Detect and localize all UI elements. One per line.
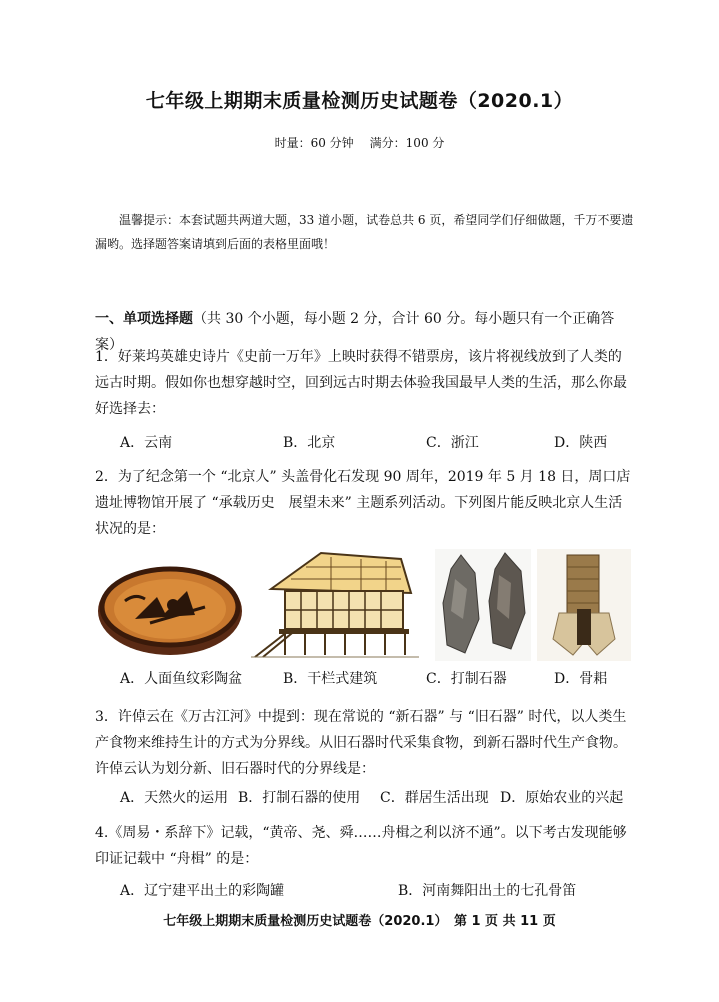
- question-2-images: [95, 549, 631, 661]
- section-label: 一、单项选择题: [95, 311, 193, 327]
- pottery-basin-image: [95, 549, 245, 661]
- question-3-stem: 3．许倬云在《万古江河》中提到：现在常说的 “新石器” 与 “旧石器” 时代，以人类生产食物来维持生计的方式为分界线。从旧石器时代采集食物，到新石器时代生产食物。许倬云认为划分新、旧石器时代的分界线是：: [95, 709, 627, 777]
- exam-time: 时量：60 分钟: [274, 136, 354, 150]
- question-1-options: [120, 432, 640, 452]
- q2-option-a: A．人面鱼纹彩陶盆: [120, 671, 243, 687]
- q3-option-b: B．打制石器的使用: [238, 790, 361, 806]
- q4-option-a: A．辽宁建平出土的彩陶罐: [120, 883, 285, 899]
- question-4-stem: 4.《周易・系辞下》记载，“黄帝、尧、舜……舟楫之利以济不通”。以下考古发现能够印证记载中 “舟楫” 的是：: [95, 825, 627, 867]
- reminder-text: 温馨提示：本套试题共两道大题，33 道小题，试卷总共 6 页，希望同学们仔细做题，千万不要遗漏哟。选择题答案请填到后面的表格里面哦！: [95, 213, 634, 251]
- q4-option-b: B．河南舞阳出土的七孔骨笛: [398, 883, 577, 899]
- q1-option-a: A．云南: [120, 435, 173, 451]
- page-footer: 七年级上期期末质量检测历史试题卷（2020.1） 第 1 页 共 11 页: [163, 914, 556, 929]
- q3-option-a: A．天然火的运用: [120, 790, 229, 806]
- exam-score: 满分：100 分: [369, 136, 445, 150]
- stilt-house-image: [251, 549, 419, 661]
- bone-spade-image: [537, 549, 631, 661]
- question-2-stem: 2．为了纪念第一个 “北京人” 头盖骨化石发现 90 周年，2019 年 5 月 18 日，周口店遗址博物馆开展了 “承载历史 展望未来” 主题系列活动。下列图片能反映北京人生活状况的是：: [95, 469, 631, 537]
- exam-meta: [0, 134, 719, 151]
- q1-option-d: D．陕西: [554, 435, 608, 451]
- q3-option-c: C．群居生活出现: [380, 790, 489, 806]
- q1-option-b: B．北京: [283, 435, 336, 451]
- section-desc: （共 30 个小题，每小题 2 分，合计 60 分。每小题只有一个正确答案）: [95, 311, 615, 353]
- q2-option-c: C．打制石器: [426, 671, 507, 687]
- q1-option-c: C．浙江: [426, 435, 479, 451]
- question-4-options: [120, 880, 640, 900]
- stone-tools-image: [435, 549, 531, 661]
- q2-option-b: B．干栏式建筑: [283, 671, 378, 687]
- exam-title: 七年级上期期末质量检测历史试题卷（2020.1）: [145, 90, 574, 112]
- question-1-stem: 1．好莱坞英雄史诗片《史前一万年》上映时获得不错票房，该片将视线放到了人类的远古时期。假如你也想穿越时空，回到远古时期去体验我国最早人类的生活，那么你最好选择去：: [95, 349, 627, 417]
- q2-option-d: D．骨耜: [554, 671, 608, 687]
- q3-option-d: D．原始农业的兴起: [500, 790, 624, 806]
- question-3-options: [120, 787, 640, 807]
